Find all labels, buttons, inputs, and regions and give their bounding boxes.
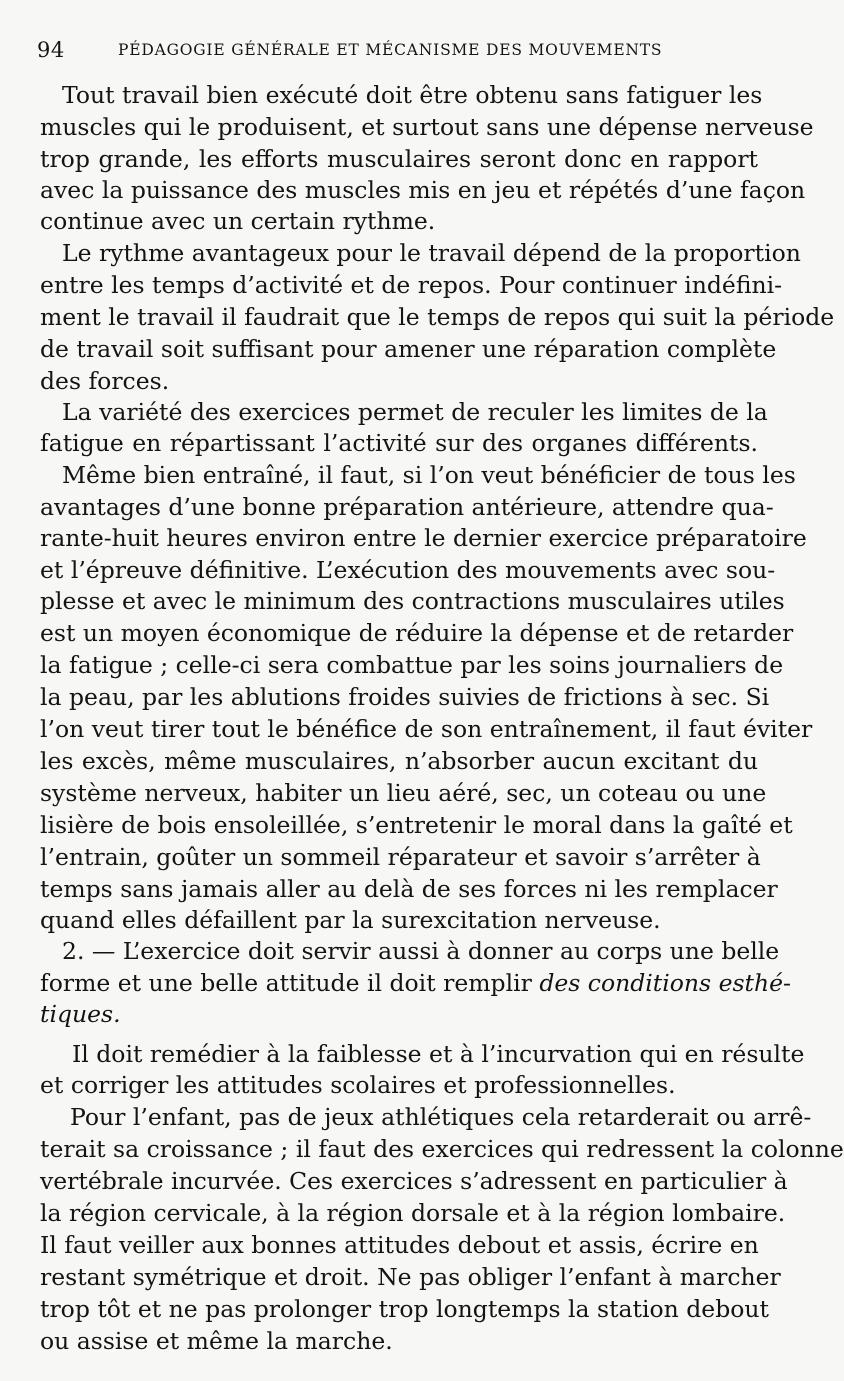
text-line: ou assise et même la marche. — [40, 1327, 393, 1355]
text-line: la peau, par les ablutions froides suivies de frictions à sec. Si — [40, 683, 770, 711]
text-line: rante-huit heures environ entre le dernier exercice préparatoire — [40, 524, 807, 552]
italic-phrase: tiques. — [40, 1000, 121, 1028]
text-line: continue avec un certain rythme. — [40, 207, 436, 235]
text-line: 2. — L’exercice doit servir aussi à donner au corps une belle — [62, 937, 780, 965]
text-line: et corriger les attitudes scolaires et professionnelles. — [40, 1071, 676, 1099]
text-line: muscles qui le produisent, et surtout sans une dépense nerveuse — [40, 113, 814, 141]
text-line: trop tôt et ne pas prolonger trop longtemps la station debout — [40, 1295, 769, 1323]
page-number: 94 — [37, 38, 65, 62]
text-line — [40, 998, 758, 1030]
text-line: fatigue en répartissant l’activité sur des organes différents. — [40, 429, 758, 457]
text-line: Même bien entraîné, il faut, si l’on veut bénéficier de tous les — [62, 461, 796, 489]
text-line: ment le travail il faudrait que le temps de repos qui suit la période — [40, 303, 835, 331]
text-line: Il faut veiller aux bonnes attitudes debout et assis, écrire en — [40, 1231, 759, 1259]
text-line: restant symétrique et droit. Ne pas obliger l’enfant à marcher — [40, 1263, 781, 1291]
italic-phrase: des conditions esthé- — [539, 969, 791, 997]
text-line: temps sans jamais aller au delà de ses forces ni les remplacer — [40, 875, 778, 903]
text-line — [40, 967, 791, 999]
text-line: les excès, même musculaires, n’absorber aucun excitant du — [40, 747, 758, 775]
text-line: la région cervicale, à la région dorsale et à la région lombaire. — [40, 1199, 786, 1227]
text-line: l’on veut tirer tout le bénéfice de son entraînement, il faut éviter — [40, 715, 813, 743]
text-line: La variété des exercices permet de reculer les limites de la — [62, 398, 768, 426]
text-line: plesse et avec le minimum des contractions musculaires utiles — [40, 587, 785, 615]
text-fragment: forme et une belle attitude il doit remplir — [40, 969, 532, 997]
text-line: lisière de bois ensoleillée, s’entretenir le moral dans la gaîté et — [40, 811, 793, 839]
text-line: Pour l’enfant, pas de jeux athlétiques cela retarderait ou arrê- — [70, 1103, 812, 1131]
text-line: l’entrain, goûter un sommeil réparateur et savoir s’arrêter à — [40, 843, 761, 871]
text-line: système nerveux, habiter un lieu aéré, sec, un coteau ou une — [40, 779, 767, 807]
text-line: Tout travail bien exécuté doit être obtenu sans fatiguer les — [62, 81, 763, 109]
text-line: quand elles défaillent par la surexcitation nerveuse. — [40, 906, 661, 934]
text-line: la fatigue ; celle-ci sera combattue par les soins journaliers de — [40, 651, 784, 679]
text-line: trop grande, les efforts musculaires seront donc en rapport — [40, 145, 758, 173]
text-line: des forces. — [40, 367, 170, 395]
text-line: avantages d’une bonne préparation antérieure, attendre qua- — [40, 493, 774, 521]
text-line: vertébrale incurvée. Ces exercices s’adressent en particulier à — [40, 1167, 788, 1195]
page-header — [0, 36, 800, 64]
text-line: est un moyen économique de réduire la dépense et de retarder — [40, 619, 794, 647]
text-line: entre les temps d’activité et de repos. Pour continuer indéfini- — [40, 271, 783, 299]
text-line: Le rythme avantageux pour le travail dépend de la proportion — [62, 239, 801, 267]
text-line: et l’épreuve définitive. L’exécution des mouvements avec sou- — [40, 556, 776, 584]
text-line: de travail soit suffisant pour amener une réparation complète — [40, 335, 777, 363]
running-title: PÉDAGOGIE GÉNÉRALE ET MÉCANISME DES MOUVEMENTS — [118, 41, 663, 59]
text-line: Il doit remédier à la faiblesse et à l’incurvation qui en résulte — [72, 1040, 805, 1068]
text-line: avec la puissance des muscles mis en jeu et répétés d’une façon — [40, 176, 806, 204]
text-line: terait sa croissance ; il faut des exercices qui redressent la colonne — [40, 1135, 844, 1163]
